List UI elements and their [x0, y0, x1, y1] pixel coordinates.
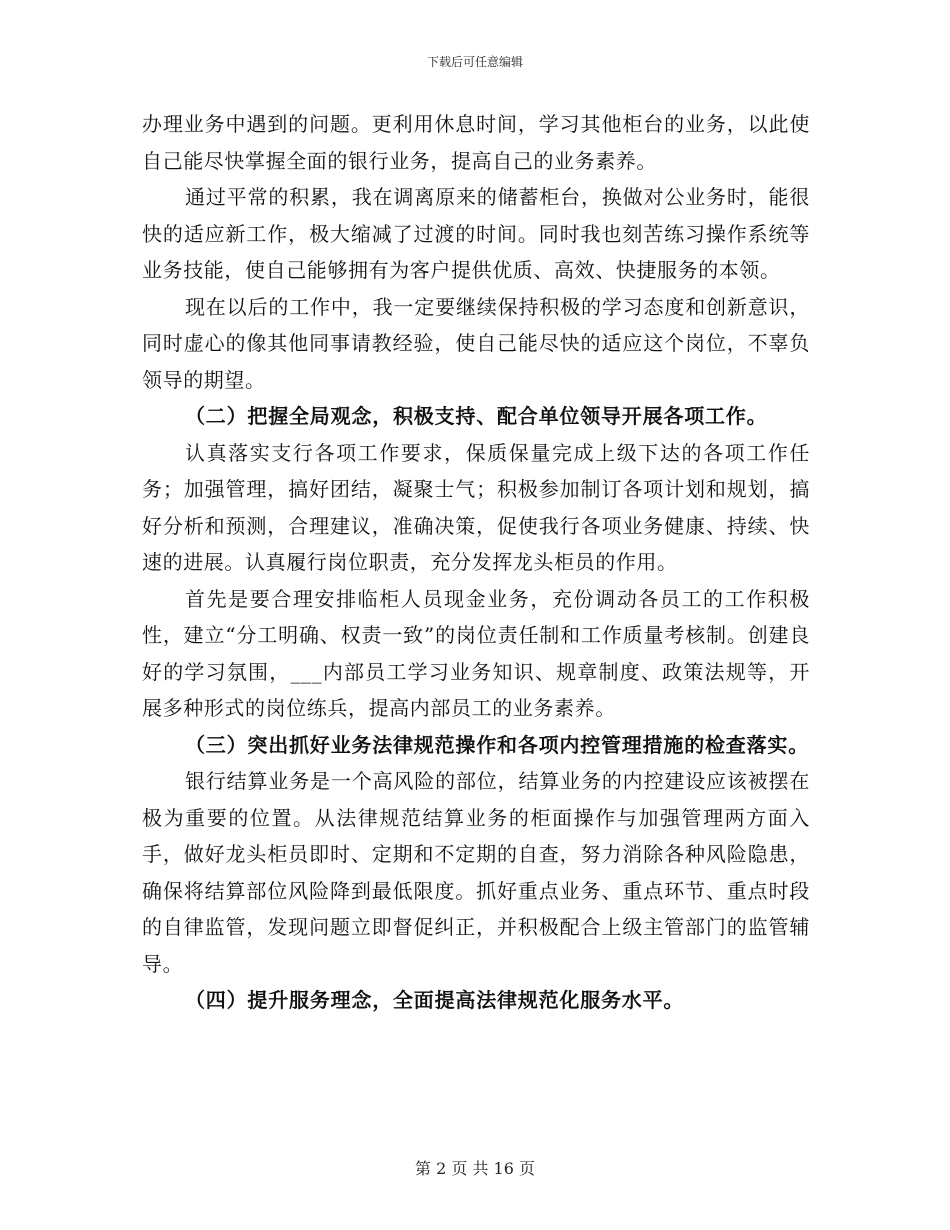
paragraph-arrange-staff: 首先是要合理安排临柜人员现金业务，充份调动各员工的工作积极性，建立“分工明确、权责一致”的岗位责任制和工作质量考核制。创建良好的学习氛围，___内部员工学习业务知识、规章制度、政策法规等，开展多种形式的岗位练兵，提高内部员工的业务素养。 — [142, 586, 810, 720]
section-heading-4: （四）提升服务理念，全面提高法律规范化服务水平。 — [185, 988, 685, 1012]
section-heading-2: （二）把握全局观念，积极支持、配合单位领导开展各项工作。 — [185, 404, 768, 428]
page-header: 下载后可任意编辑 — [426, 55, 523, 69]
paragraph-future-work: 现在以后的工作中，我一定要继续保持积极的学习态度和创新意识，同时虚心的像其他同事请教经验，使自己能尽快的适应这个岗位，不辜负领导的期望。 — [142, 294, 810, 392]
page-footer: 第 2 页 共 16 页 — [415, 1159, 535, 1178]
paragraph-continuation: 办理业务中遇到的问题。更利用休息时间，学习其他柜台的业务，以此使自己能尽快掌握全面的银行业务，提高自己的业务素养。 — [142, 112, 810, 173]
paragraph-settlement-risk: 银行结算业务是一个高风险的部位，结算业务的内控建设应该被摆在极为重要的位置。从法律规范结算业务的柜面操作与加强管理两方面入手，做好龙头柜员即时、定期和不定期的自查，努力消除各种风险隐患，确保将结算部位风险降到最低限度。抓好重点业务、重点环节、重点时段的自律监管，发现问题立即督促纠正，并积极配合上级主管部门的监管辅导。 — [142, 769, 810, 976]
paragraph-accumulation: 通过平常的积累，我在调离原来的储蓄柜台，换做对公业务时，能很快的适应新工作，极大缩减了过渡的时间。同时我也刻苦练习操作系统等业务技能，使自己能够拥有为客户提供优质、高效、快捷服务的本领。 — [142, 185, 810, 282]
document-body — [142, 106, 810, 1019]
section-heading-3: （三）突出抓好业务法律规范操作和各项内控管理措施的检查落实。 — [185, 732, 809, 757]
paragraph-implement-requirements: 认真落实支行各项工作要求，保质保量完成上级下达的各项工作任务；加强管理，搞好团结，凝聚士气；积极参加制订各项计划和规划，搞好分析和预测，合理建议，准确决策，促使我行各项业务健康、持续、快速的进展。认真履行岗位职责，充分发挥龙头柜员的作用。 — [142, 440, 810, 574]
